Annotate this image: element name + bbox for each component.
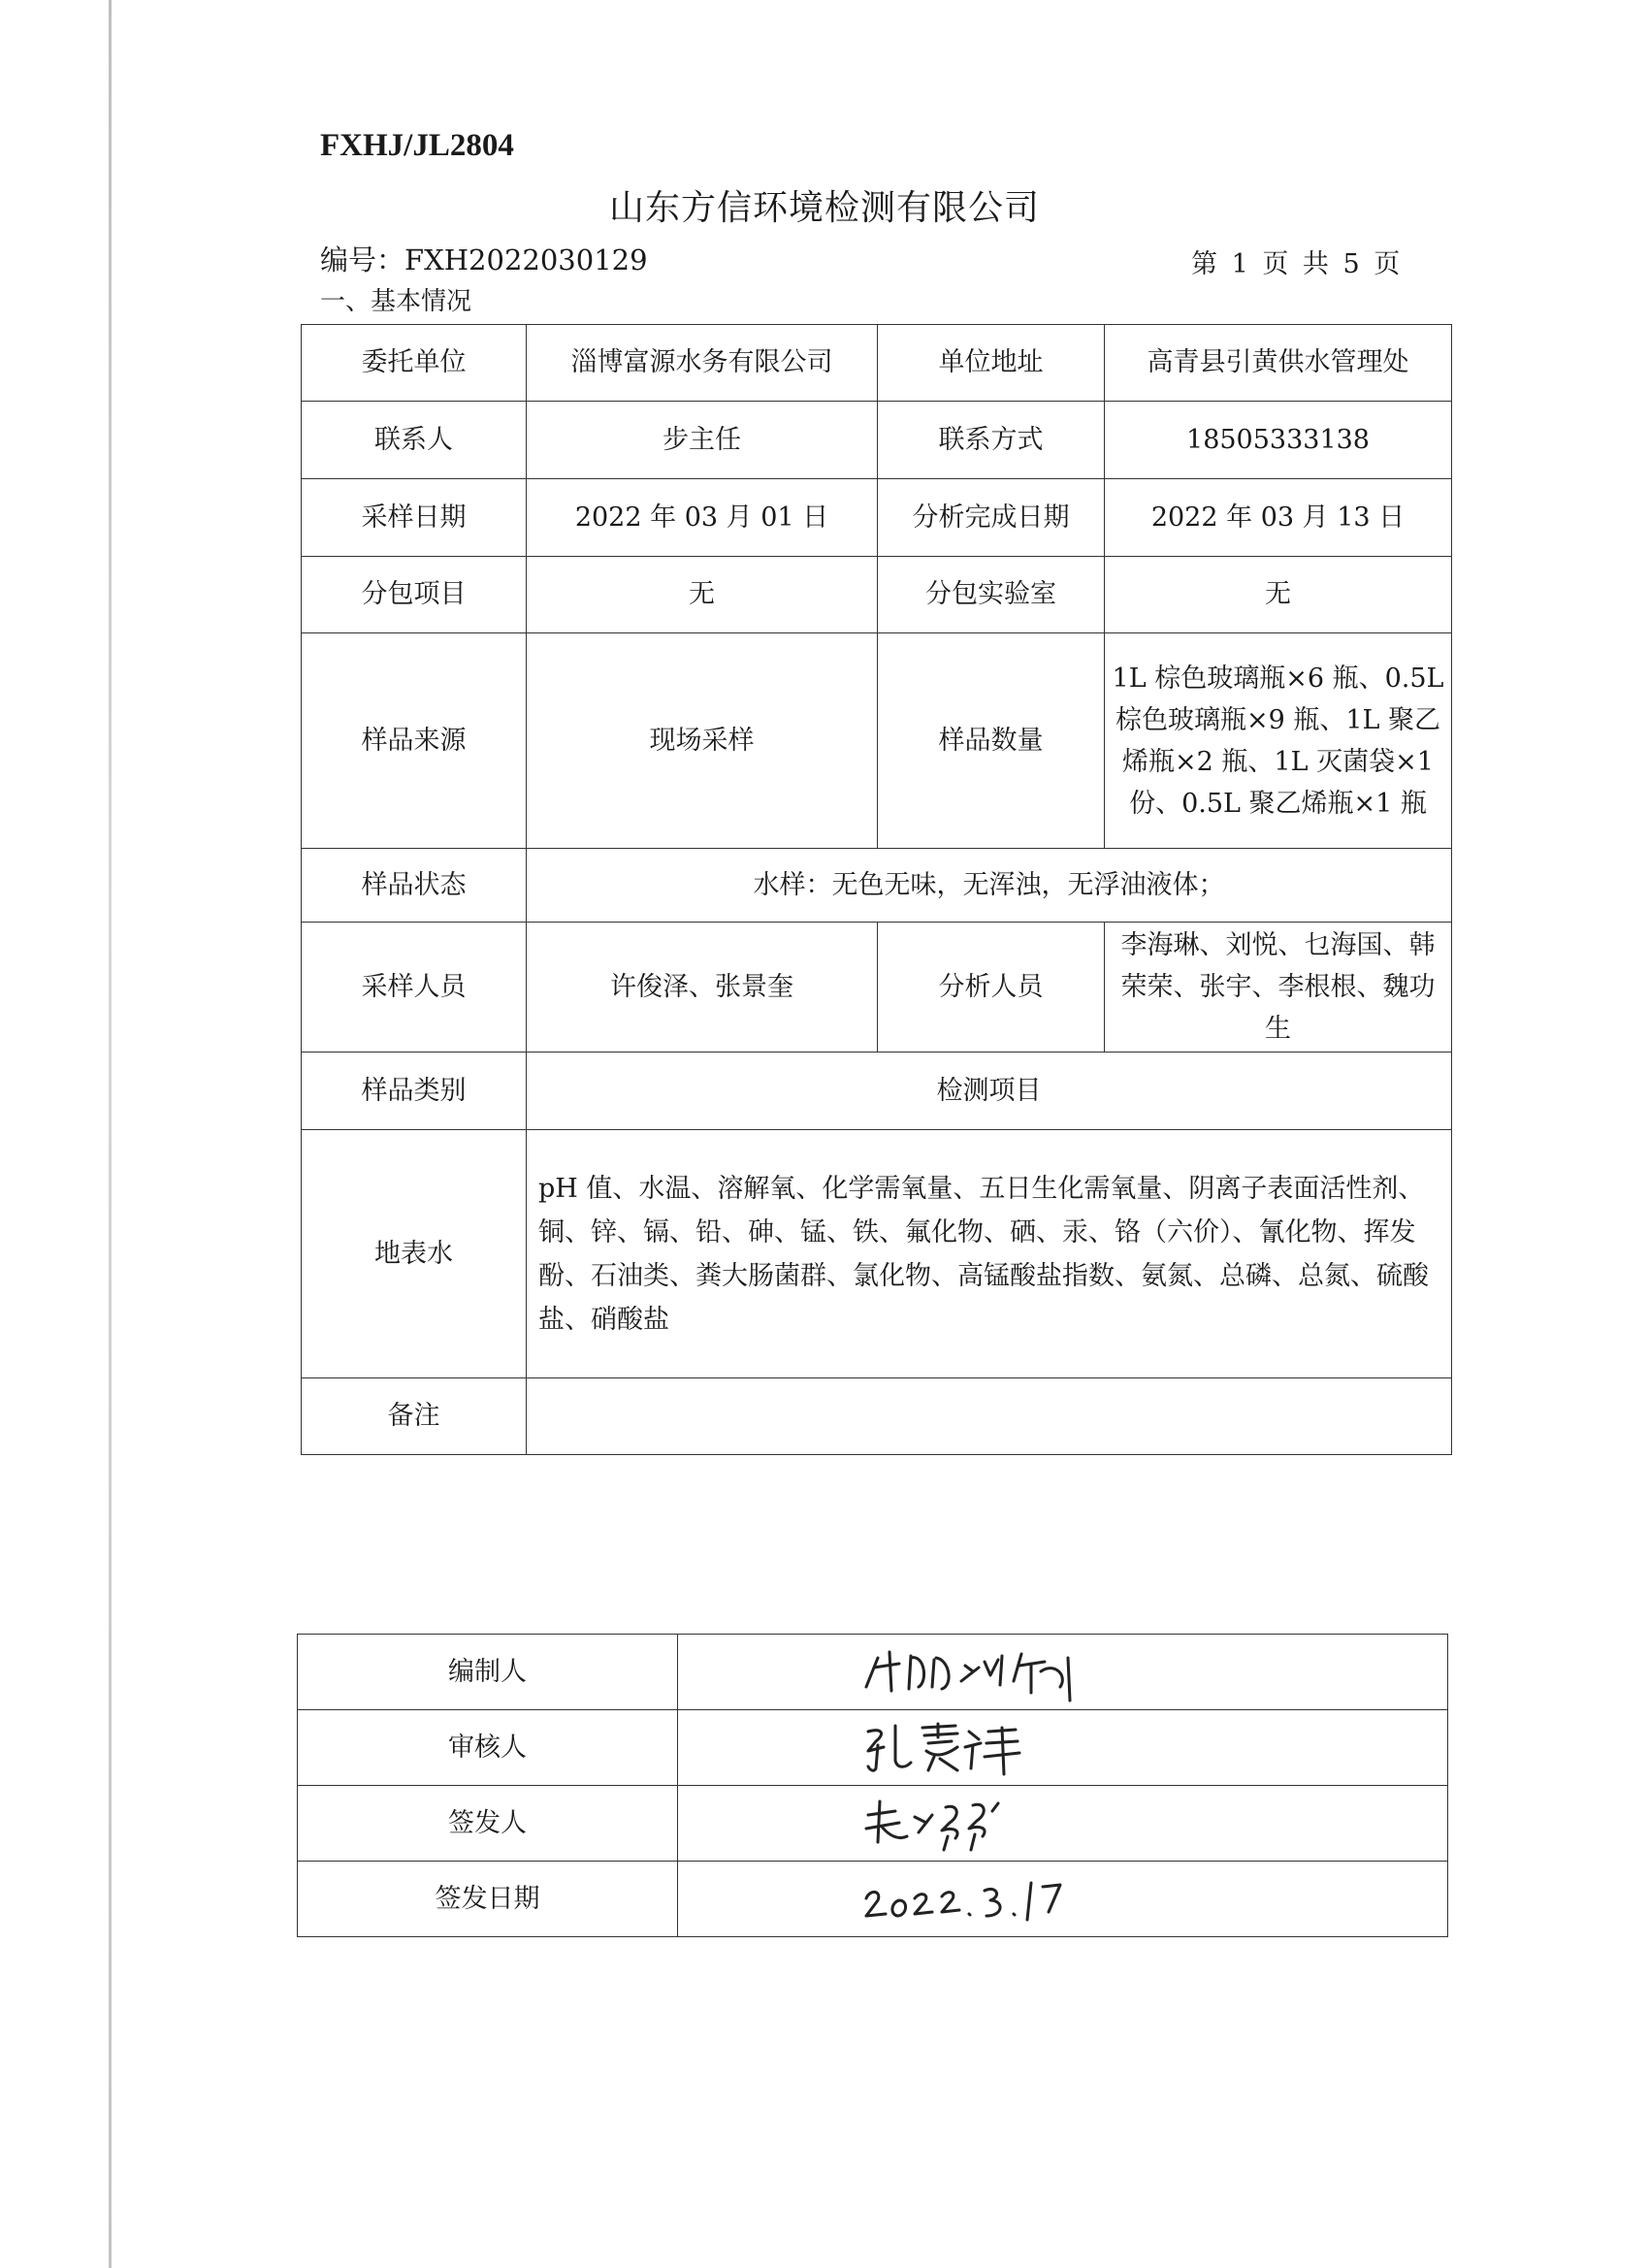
samplers-label: 采样人员 [302,923,527,1053]
compiler-label: 编制人 [298,1635,678,1710]
sample-source-value: 现场采样 [527,633,878,849]
table-row [302,325,1452,402]
handwritten-signature [860,1718,1035,1778]
scan-edge [109,0,112,2268]
sample-quantity-label: 样品数量 [878,633,1105,849]
contact-value: 步主任 [527,402,878,479]
table-row [302,1130,1452,1378]
subcontract-lab-label: 分包实验室 [878,557,1105,633]
table-row [298,1786,1448,1862]
issuer-signature [678,1786,1448,1862]
compiler-signature [678,1635,1448,1710]
subcontract-lab-value: 无 [1105,557,1452,633]
analysis-date-value: 2022 年 03 月 13 日 [1105,479,1452,557]
sampling-date-label: 采样日期 [302,479,527,557]
signature-table [297,1634,1448,1937]
table-row [302,479,1452,557]
contact-label: 联系人 [302,402,527,479]
company-name: 山东方信环境检测有限公司 [608,188,1040,228]
sample-state-label: 样品状态 [302,849,527,923]
sample-quantity-value: 1L 棕色玻璃瓶×6 瓶、0.5L 棕色玻璃瓶×9 瓶、1L 聚乙烯瓶×2 瓶、1L 灭菌袋×1 份、0.5L 聚乙烯瓶×1 瓶 [1105,633,1452,849]
table-row [302,557,1452,633]
address-label: 单位地址 [878,325,1105,402]
issue-date-signature [678,1862,1448,1937]
subcontract-item-value: 无 [527,557,878,633]
handwritten-date [860,1869,1074,1929]
test-items-label: 检测项目 [527,1053,1452,1130]
subcontract-item-label: 分包项目 [302,557,527,633]
analysts-value: 李海琳、刘悦、乜海国、韩荣荣、张宇、李根根、魏功生 [1105,923,1452,1053]
sample-source-label: 样品来源 [302,633,527,849]
issuer-label: 签发人 [298,1786,678,1862]
surface-water-items: pH 值、水温、溶解氧、化学需氧量、五日生化需氧量、阴离子表面活性剂、铜、锌、镉、铅、砷、锰、铁、氟化物、硒、汞、铬（六价）、氰化物、挥发酚、石油类、粪大肠菌群、氯化物、高锰酸盐指数、氨氮、总磷、总氮、硫酸盐、硝酸盐 [527,1130,1452,1378]
table-row [302,1378,1452,1455]
handwritten-signature [860,1642,1113,1702]
table-row [298,1862,1448,1937]
remarks-value [527,1378,1452,1455]
phone-label: 联系方式 [878,402,1105,479]
table-row [302,402,1452,479]
table-row [302,849,1452,923]
page-info: 第 1 页 共 5 页 [1191,249,1401,279]
report-number: 编号：FXH2022030129 [320,243,648,276]
form-code: FXHJ/JL2804 [320,128,514,163]
reviewer-signature [678,1710,1448,1786]
analysts-label: 分析人员 [878,923,1105,1053]
sample-state-value: 水样：无色无味，无浑浊，无浮油液体； [527,849,1452,923]
issue-date-label: 签发日期 [298,1862,678,1937]
section-title: 一、基本情况 [320,287,472,316]
client-value: 淄博富源水务有限公司 [527,325,878,402]
table-row [302,923,1452,1053]
samplers-value: 许俊泽、张景奎 [527,923,878,1053]
sampling-date-value: 2022 年 03 月 01 日 [527,479,878,557]
surface-water-label: 地表水 [302,1130,527,1378]
analysis-date-label: 分析完成日期 [878,479,1105,557]
table-row [302,1053,1452,1130]
table-row [302,633,1452,849]
phone-value: 18505333138 [1105,402,1452,479]
handwritten-signature [860,1794,1035,1854]
client-label: 委托单位 [302,325,527,402]
table-row [298,1635,1448,1710]
sample-category-label: 样品类别 [302,1053,527,1130]
reviewer-label: 审核人 [298,1710,678,1786]
table-row [298,1710,1448,1786]
address-value: 高青县引黄供水管理处 [1105,325,1452,402]
remarks-label: 备注 [302,1378,527,1455]
basic-info-table [301,324,1452,1455]
